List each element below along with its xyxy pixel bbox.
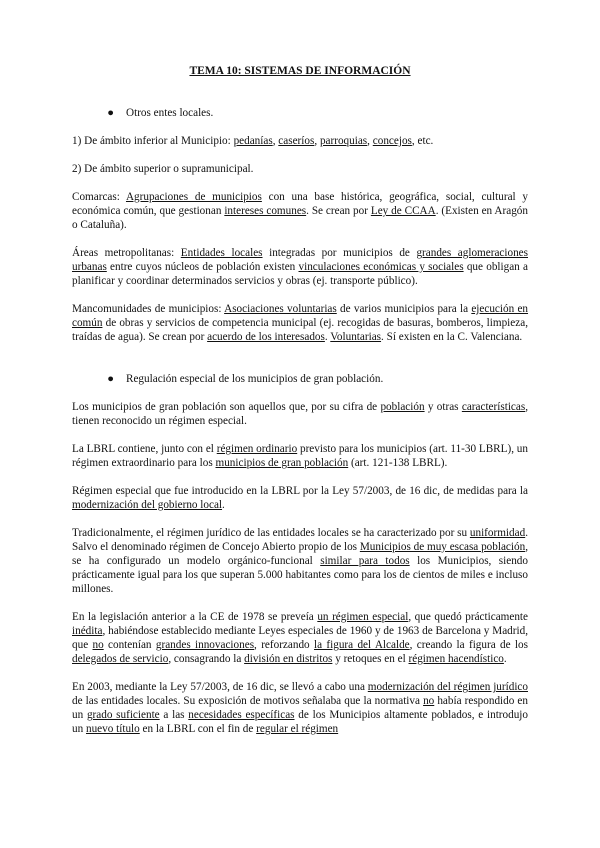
paragraph: En 2003, mediante la Ley 57/2003, de 16 dic, se llevó a cabo una modernización del régimen jurídico de las entidades locales. Su exposición de motivos señalaba que la normativa no había respondido en un grado suficiente a las necesidades específicas de los Municipios altamente poblados, e introdujo un nuevo título en la LBRL con el fin de regular el régimen bbox=[72, 681, 529, 735]
bullet-text: Otros entes locales. bbox=[126, 107, 214, 119]
paragraph: La LBRL contiene, junto con el régimen ordinario previsto para los municipios (art. 11-30 LBRL), un régimen extraordinario para los municipios de gran población (art. 121-138 LBRL). bbox=[72, 443, 528, 469]
paragraph: Tradicionalmente, el régimen jurídico de las entidades locales se ha caracterizado por su uniformidad. Salvo el denominado régimen de Concejo Abierto propio de los Municipios de muy escasa población, se ha configurado un modelo orgánico-funcional similar para todos los Municipios, siendo prácticamente igual para los que superan 5.000 habitantes como para los de cientos de miles e incluso millones. bbox=[72, 527, 528, 595]
paragraph: Mancomunidades de municipios: Asociaciones voluntarias de varios municipios para la ejecución en común de obras y servicios de competencia municipal (ej. recogidas de basuras, bomberos, limpieza, traídas de agua). Se crean por acuerdo de los interesados. Voluntarias. Sí existen en la C. Valenciana. bbox=[72, 303, 529, 343]
bullet-item bbox=[72, 106, 528, 120]
bullet-item bbox=[72, 372, 528, 386]
paragraph: Comarcas: Agrupaciones de municipios con una base histórica, geográfica, social, cultural y económica común, que gestionan intereses comunes. Se crean por Ley de CCAA. (Existen en Aragón o Cataluña). bbox=[72, 191, 528, 231]
paragraph: Los municipios de gran población son aquellos que, por su cifra de población y otras características, tienen reconocido un régimen especial. bbox=[72, 401, 529, 427]
paragraph: 2) De ámbito superior o supramunicipal. bbox=[72, 163, 254, 175]
paragraph: En la legislación anterior a la CE de 1978 se preveía un régimen especial, que quedó prácticamente inédita, habiéndose establecido mediante Leyes especiales de 1960 y de 1963 de Barcelona y Madrid, que no contenían grandes innovaciones, reforzando la figura del Alcalde, creando la figura de los delegados de servicio, consagrando la división en distritos y retoques en el régimen hacendístico. bbox=[72, 611, 528, 665]
paragraph: 1) De ámbito inferior al Municipio: pedanías, caseríos, parroquias, concejos, etc. bbox=[72, 135, 434, 147]
document-title: TEMA 10: SISTEMAS DE INFORMACIÓN bbox=[189, 65, 411, 77]
paragraph: Áreas metropolitanas: Entidades locales integradas por municipios de grandes aglomeraciones urbanas entre cuyos núcleos de población existen vinculaciones económicas y sociales que obligan a planificar y coordinar determinados servicios y obras (ej. transporte público). bbox=[72, 247, 528, 287]
document-page bbox=[72, 64, 528, 750]
bullet-text: Regulación especial de los municipios de gran población. bbox=[126, 373, 384, 385]
spacer bbox=[72, 358, 528, 372]
bullet-dot-icon: ● bbox=[107, 373, 114, 385]
paragraph: Régimen especial que fue introducido en la LBRL por la Ley 57/2003, de 16 dic, de medidas para la modernización del gobierno local. bbox=[72, 485, 528, 511]
bullet-dot-icon: ● bbox=[107, 107, 114, 119]
